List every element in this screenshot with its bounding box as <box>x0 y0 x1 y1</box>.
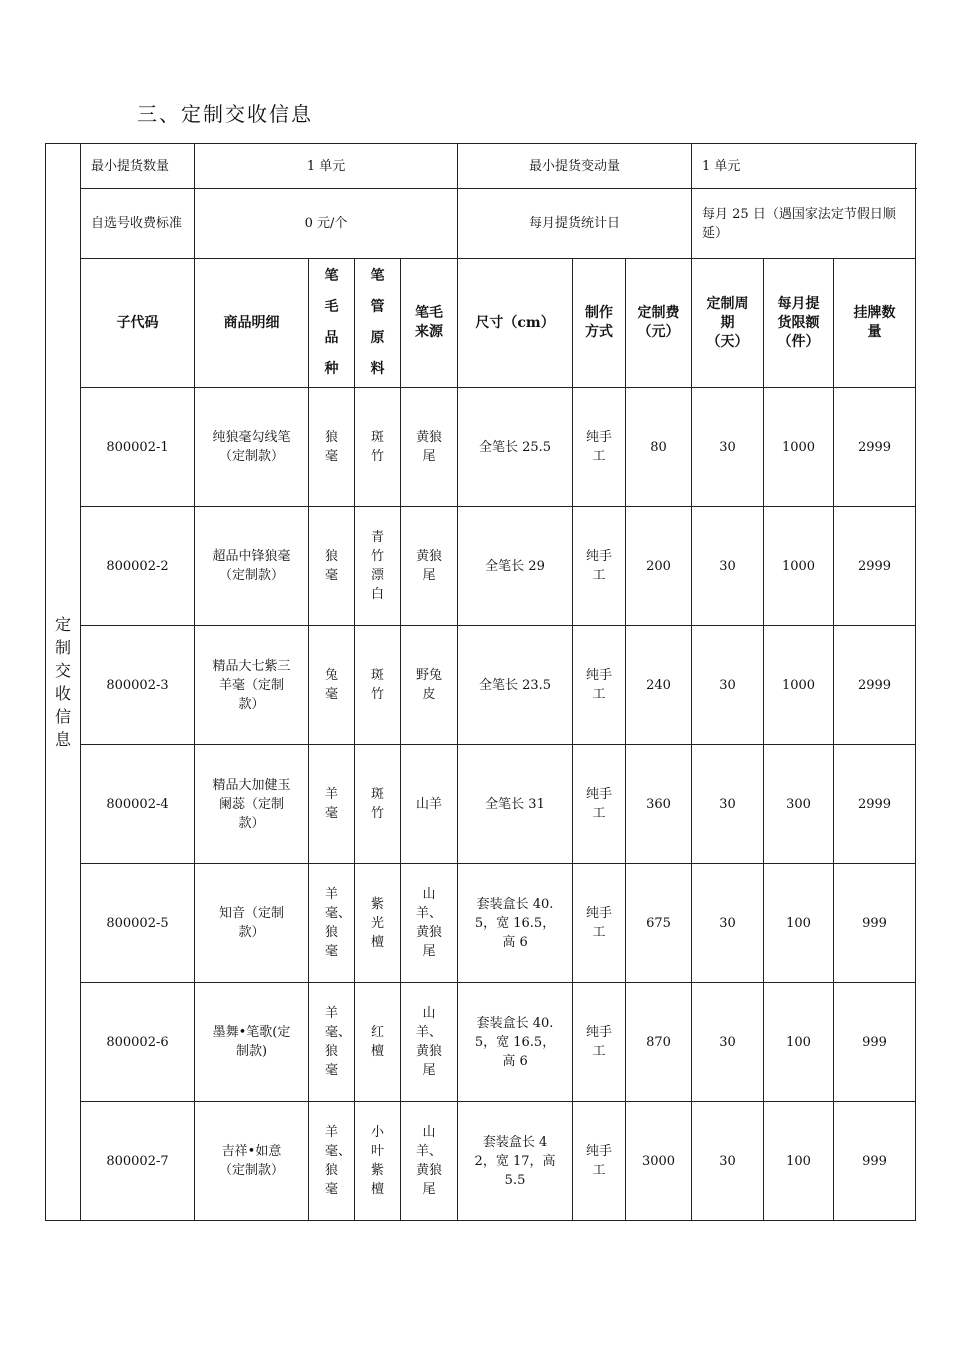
product-text: 知音（定制款） <box>218 906 284 940</box>
cell-monthly-limit: 1000 <box>764 626 834 745</box>
cell-size <box>458 507 573 626</box>
cell-product <box>195 745 309 864</box>
side-label-cell <box>46 144 81 1221</box>
header-fee: 定制费（元） <box>637 305 680 340</box>
header-method-cell <box>573 259 626 388</box>
cell-listing-qty: 999 <box>834 864 916 983</box>
size-text: 套装盒长 40.5，宽 16.5，高 6 <box>474 1015 556 1069</box>
cell-product <box>195 1102 309 1221</box>
cell-brush-type <box>309 864 355 983</box>
info-row-min-quantity <box>46 144 916 189</box>
cell-brush-type <box>309 626 355 745</box>
cell-monthly-limit: 300 <box>764 745 834 864</box>
cell-period: 30 <box>692 1102 764 1221</box>
table-row <box>46 507 916 626</box>
size-text: 全笔长 31 <box>485 796 545 812</box>
cell-code: 800002-1 <box>81 388 195 507</box>
min-quantity-value: 1 单元 <box>195 144 458 189</box>
size-text: 套装盒长 42，宽 17，高 5.5 <box>474 1134 556 1188</box>
stat-day-value: 每月 25 日（遇国家法定节假日顺延） <box>692 189 916 259</box>
cell-size <box>458 745 573 864</box>
header-product: 商品明细 <box>195 259 309 388</box>
cell-monthly-limit: 1000 <box>764 388 834 507</box>
header-monthly-limit-cell <box>764 259 834 388</box>
table-row <box>46 1102 916 1221</box>
info-row-fee-standard <box>46 189 916 259</box>
cell-monthly-limit: 100 <box>764 1102 834 1221</box>
header-tube-material-cell <box>355 259 401 388</box>
cell-period: 30 <box>692 745 764 864</box>
method-text: 纯手工 <box>586 1025 613 1059</box>
product-text: 精品大加健玉阑蕊（定制款） <box>212 777 291 831</box>
min-quantity-label: 最小提货数量 <box>81 144 195 189</box>
cell-fee: 675 <box>626 864 692 983</box>
header-method: 制作方式 <box>585 305 614 340</box>
hair-source-text: 山羊、黄狼尾 <box>416 1125 443 1197</box>
hair-source-text: 山羊、黄狼尾 <box>416 1006 443 1078</box>
cell-tube-material <box>355 388 401 507</box>
header-size: 尺寸（cm） <box>458 259 573 388</box>
cell-fee: 200 <box>626 507 692 626</box>
header-period-cell <box>692 259 764 388</box>
size-text: 套装盒长 40.5，宽 16.5，高 6 <box>474 896 556 950</box>
cell-period: 30 <box>692 983 764 1102</box>
brush-type-text: 兔毫 <box>325 668 339 702</box>
min-change-label: 最小提货变动量 <box>458 144 692 189</box>
tube-material-text: 紫光檀 <box>371 896 385 950</box>
tube-material-text: 红檀 <box>371 1025 385 1059</box>
table-row <box>46 388 916 507</box>
tube-material-text: 小叶紫檀 <box>371 1125 385 1197</box>
method-text: 纯手工 <box>586 906 613 940</box>
header-listing-qty-cell <box>834 259 916 388</box>
header-monthly-limit: 每月提货限额（件） <box>777 295 820 350</box>
table-row <box>46 745 916 864</box>
cell-listing-qty: 2999 <box>834 745 916 864</box>
cell-size <box>458 983 573 1102</box>
side-label: 定制交收信息 <box>55 615 72 749</box>
cell-fee: 360 <box>626 745 692 864</box>
cell-product <box>195 626 309 745</box>
cell-period: 30 <box>692 864 764 983</box>
tube-material-text: 青竹漂白 <box>371 530 385 602</box>
header-fee-cell <box>626 259 692 388</box>
brush-type-text: 羊毫、狼毫 <box>325 1006 352 1078</box>
cell-tube-material <box>355 983 401 1102</box>
cell-listing-qty: 999 <box>834 1102 916 1221</box>
cell-code: 800002-2 <box>81 507 195 626</box>
tube-material-text: 斑竹 <box>371 787 385 821</box>
hair-source-text: 野兔皮 <box>416 668 443 702</box>
cell-product <box>195 983 309 1102</box>
cell-hair-source <box>401 626 458 745</box>
table-row <box>46 864 916 983</box>
cell-product <box>195 388 309 507</box>
header-brush-type-cell <box>309 259 355 388</box>
product-text: 精品大七紫三羊毫（定制款） <box>212 658 291 712</box>
table-row <box>46 983 916 1102</box>
cell-code: 800002-4 <box>81 745 195 864</box>
cell-size <box>458 626 573 745</box>
size-text: 全笔长 25.5 <box>478 439 552 455</box>
cell-fee: 870 <box>626 983 692 1102</box>
tube-material-text: 斑竹 <box>371 668 385 702</box>
min-change-value: 1 单元 <box>692 144 916 189</box>
cell-brush-type <box>309 388 355 507</box>
cell-product <box>195 864 309 983</box>
header-code: 子代码 <box>81 259 195 388</box>
header-tube-material: 笔管原料 <box>370 268 385 377</box>
cell-listing-qty: 2999 <box>834 388 916 507</box>
header-hair-source: 笔毛来源 <box>415 305 443 340</box>
product-text: 墨舞•笔歌(定制款) <box>212 1025 291 1059</box>
header-listing-qty: 挂牌数量 <box>853 305 896 340</box>
cell-method <box>573 1102 626 1221</box>
cell-tube-material <box>355 745 401 864</box>
stat-day-label: 每月提货统计日 <box>458 189 692 259</box>
cell-brush-type <box>309 745 355 864</box>
cell-hair-source <box>401 983 458 1102</box>
cell-size <box>458 864 573 983</box>
cell-tube-material <box>355 507 401 626</box>
cell-brush-type <box>309 1102 355 1221</box>
cell-fee: 80 <box>626 388 692 507</box>
cell-brush-type <box>309 507 355 626</box>
cell-period: 30 <box>692 507 764 626</box>
cell-fee: 240 <box>626 626 692 745</box>
brush-type-text: 羊毫、狼毫 <box>325 1125 352 1197</box>
header-period: 定制周期（天） <box>706 295 749 350</box>
brush-type-text: 羊毫 <box>325 787 339 821</box>
delivery-info-table <box>45 143 916 1221</box>
tube-material-text: 斑竹 <box>371 430 385 464</box>
cell-listing-qty: 999 <box>834 983 916 1102</box>
cell-method <box>573 626 626 745</box>
method-text: 纯手工 <box>586 549 613 583</box>
brush-type-text: 狼毫 <box>325 430 339 464</box>
method-text: 纯手工 <box>586 1144 613 1178</box>
cell-period: 30 <box>692 388 764 507</box>
cell-listing-qty: 2999 <box>834 507 916 626</box>
section-title: 三、定制交收信息 <box>137 102 313 126</box>
product-text: 超品中锋狼毫（定制款） <box>212 549 291 583</box>
cell-monthly-limit: 1000 <box>764 507 834 626</box>
cell-method <box>573 983 626 1102</box>
hair-source-text: 山羊、黄狼尾 <box>416 887 443 959</box>
cell-product <box>195 507 309 626</box>
hair-source-text: 黄狼尾 <box>416 430 443 464</box>
cell-fee: 3000 <box>626 1102 692 1221</box>
cell-method <box>573 864 626 983</box>
fee-standard-value: 0 元/个 <box>195 189 458 259</box>
cell-listing-qty: 2999 <box>834 626 916 745</box>
hair-source-text: 山羊 <box>416 796 443 812</box>
cell-tube-material <box>355 864 401 983</box>
header-hair-source-cell <box>401 259 458 388</box>
method-text: 纯手工 <box>586 668 613 702</box>
product-text: 吉祥•如意（定制款） <box>218 1144 284 1178</box>
cell-code: 800002-3 <box>81 626 195 745</box>
cell-code: 800002-6 <box>81 983 195 1102</box>
hair-source-text: 黄狼尾 <box>416 549 443 583</box>
brush-type-text: 羊毫、狼毫 <box>325 887 352 959</box>
column-header-row <box>46 259 916 388</box>
cell-hair-source <box>401 864 458 983</box>
cell-code: 800002-7 <box>81 1102 195 1221</box>
cell-size <box>458 1102 573 1221</box>
cell-method <box>573 388 626 507</box>
header-brush-type: 笔毛品种 <box>324 268 339 377</box>
cell-size <box>458 388 573 507</box>
product-text: 纯狼毫勾线笔（定制款） <box>212 430 291 464</box>
cell-brush-type <box>309 983 355 1102</box>
table-row <box>46 626 916 745</box>
cell-monthly-limit: 100 <box>764 864 834 983</box>
cell-period: 30 <box>692 626 764 745</box>
cell-method <box>573 745 626 864</box>
cell-code: 800002-5 <box>81 864 195 983</box>
cell-hair-source <box>401 1102 458 1221</box>
cell-hair-source <box>401 388 458 507</box>
cell-monthly-limit: 100 <box>764 983 834 1102</box>
cell-method <box>573 507 626 626</box>
size-text: 全笔长 29 <box>485 558 545 574</box>
brush-type-text: 狼毫 <box>325 549 339 583</box>
cell-hair-source <box>401 745 458 864</box>
fee-standard-label: 自选号收费标准 <box>81 189 195 259</box>
cell-tube-material <box>355 1102 401 1221</box>
cell-tube-material <box>355 626 401 745</box>
method-text: 纯手工 <box>586 430 613 464</box>
method-text: 纯手工 <box>586 787 613 821</box>
cell-hair-source <box>401 507 458 626</box>
size-text: 全笔长 23.5 <box>478 677 552 693</box>
